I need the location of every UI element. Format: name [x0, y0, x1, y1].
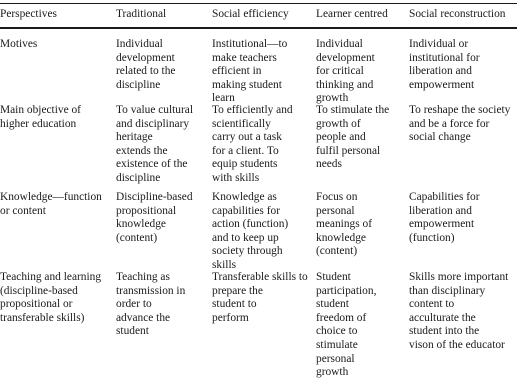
cell-objective-learner-centred: To stimulate the growth of people and fulfil personal needs	[316, 104, 390, 171]
row-label-knowledge: Knowledge—function or content	[0, 191, 102, 217]
cell-objective-social-reconstruction: To reshape the society and be a force for social change	[409, 104, 511, 144]
header-social-reconstruction: Social reconstruction	[409, 8, 506, 20]
cell-knowledge-traditional: Discipline-based propositional knowledge (content)	[116, 191, 193, 244]
table-top-rule	[0, 3, 517, 4]
table-header-rule	[0, 27, 517, 29]
cell-objective-traditional: To value cultural and disciplinary heritage extends the existence of the discipline	[116, 104, 194, 184]
cell-motives-social-reconstruction: Individual or institutional for liberation and empowerment	[409, 38, 480, 91]
cell-knowledge-social-efficiency: Knowledge as capabilities for action (function) and to keep up society through skills	[212, 191, 289, 271]
row-label-motives: Motives	[0, 38, 38, 50]
cell-motives-social-efficiency: Institutional—to make teachers efficient in making student learn	[212, 38, 288, 105]
header-social-efficiency: Social efficiency	[212, 8, 289, 20]
header-perspectives: Perspectives	[0, 8, 57, 20]
cell-teaching-traditional: Teaching as transmission in order to advance the student	[116, 271, 186, 338]
cell-teaching-learner-centred: Student participation, student freedom of choice to stimulate personal growth	[316, 271, 377, 379]
cell-knowledge-learner-centred: Focus on personal meanings of knowledge (content)	[316, 191, 372, 258]
cell-knowledge-social-reconstruction: Capabilities for liberation and empowerment (function)	[409, 191, 480, 244]
cell-objective-social-efficiency: To efficiently and scientifically carry out a task for a client. To equip students with skills	[212, 104, 293, 184]
cell-motives-traditional: Individual development related to the discipline	[116, 38, 176, 91]
cell-teaching-social-efficiency: Transferable skills to prepare the student to perform	[212, 271, 308, 324]
row-label-teaching-learning: Teaching and learning (discipline-based propositional or transferable skills)	[0, 271, 102, 324]
header-traditional: Traditional	[116, 8, 167, 20]
row-label-main-objective: Main objective of higher education	[0, 104, 81, 130]
cell-motives-learner-centred: Individual development for critical thinking and growth	[316, 38, 375, 105]
header-learner-centred: Learner centred	[316, 8, 388, 20]
cell-teaching-social-reconstruction: Skills more important than disciplinary content to acculturate the student into the vison of the educator	[409, 271, 509, 351]
